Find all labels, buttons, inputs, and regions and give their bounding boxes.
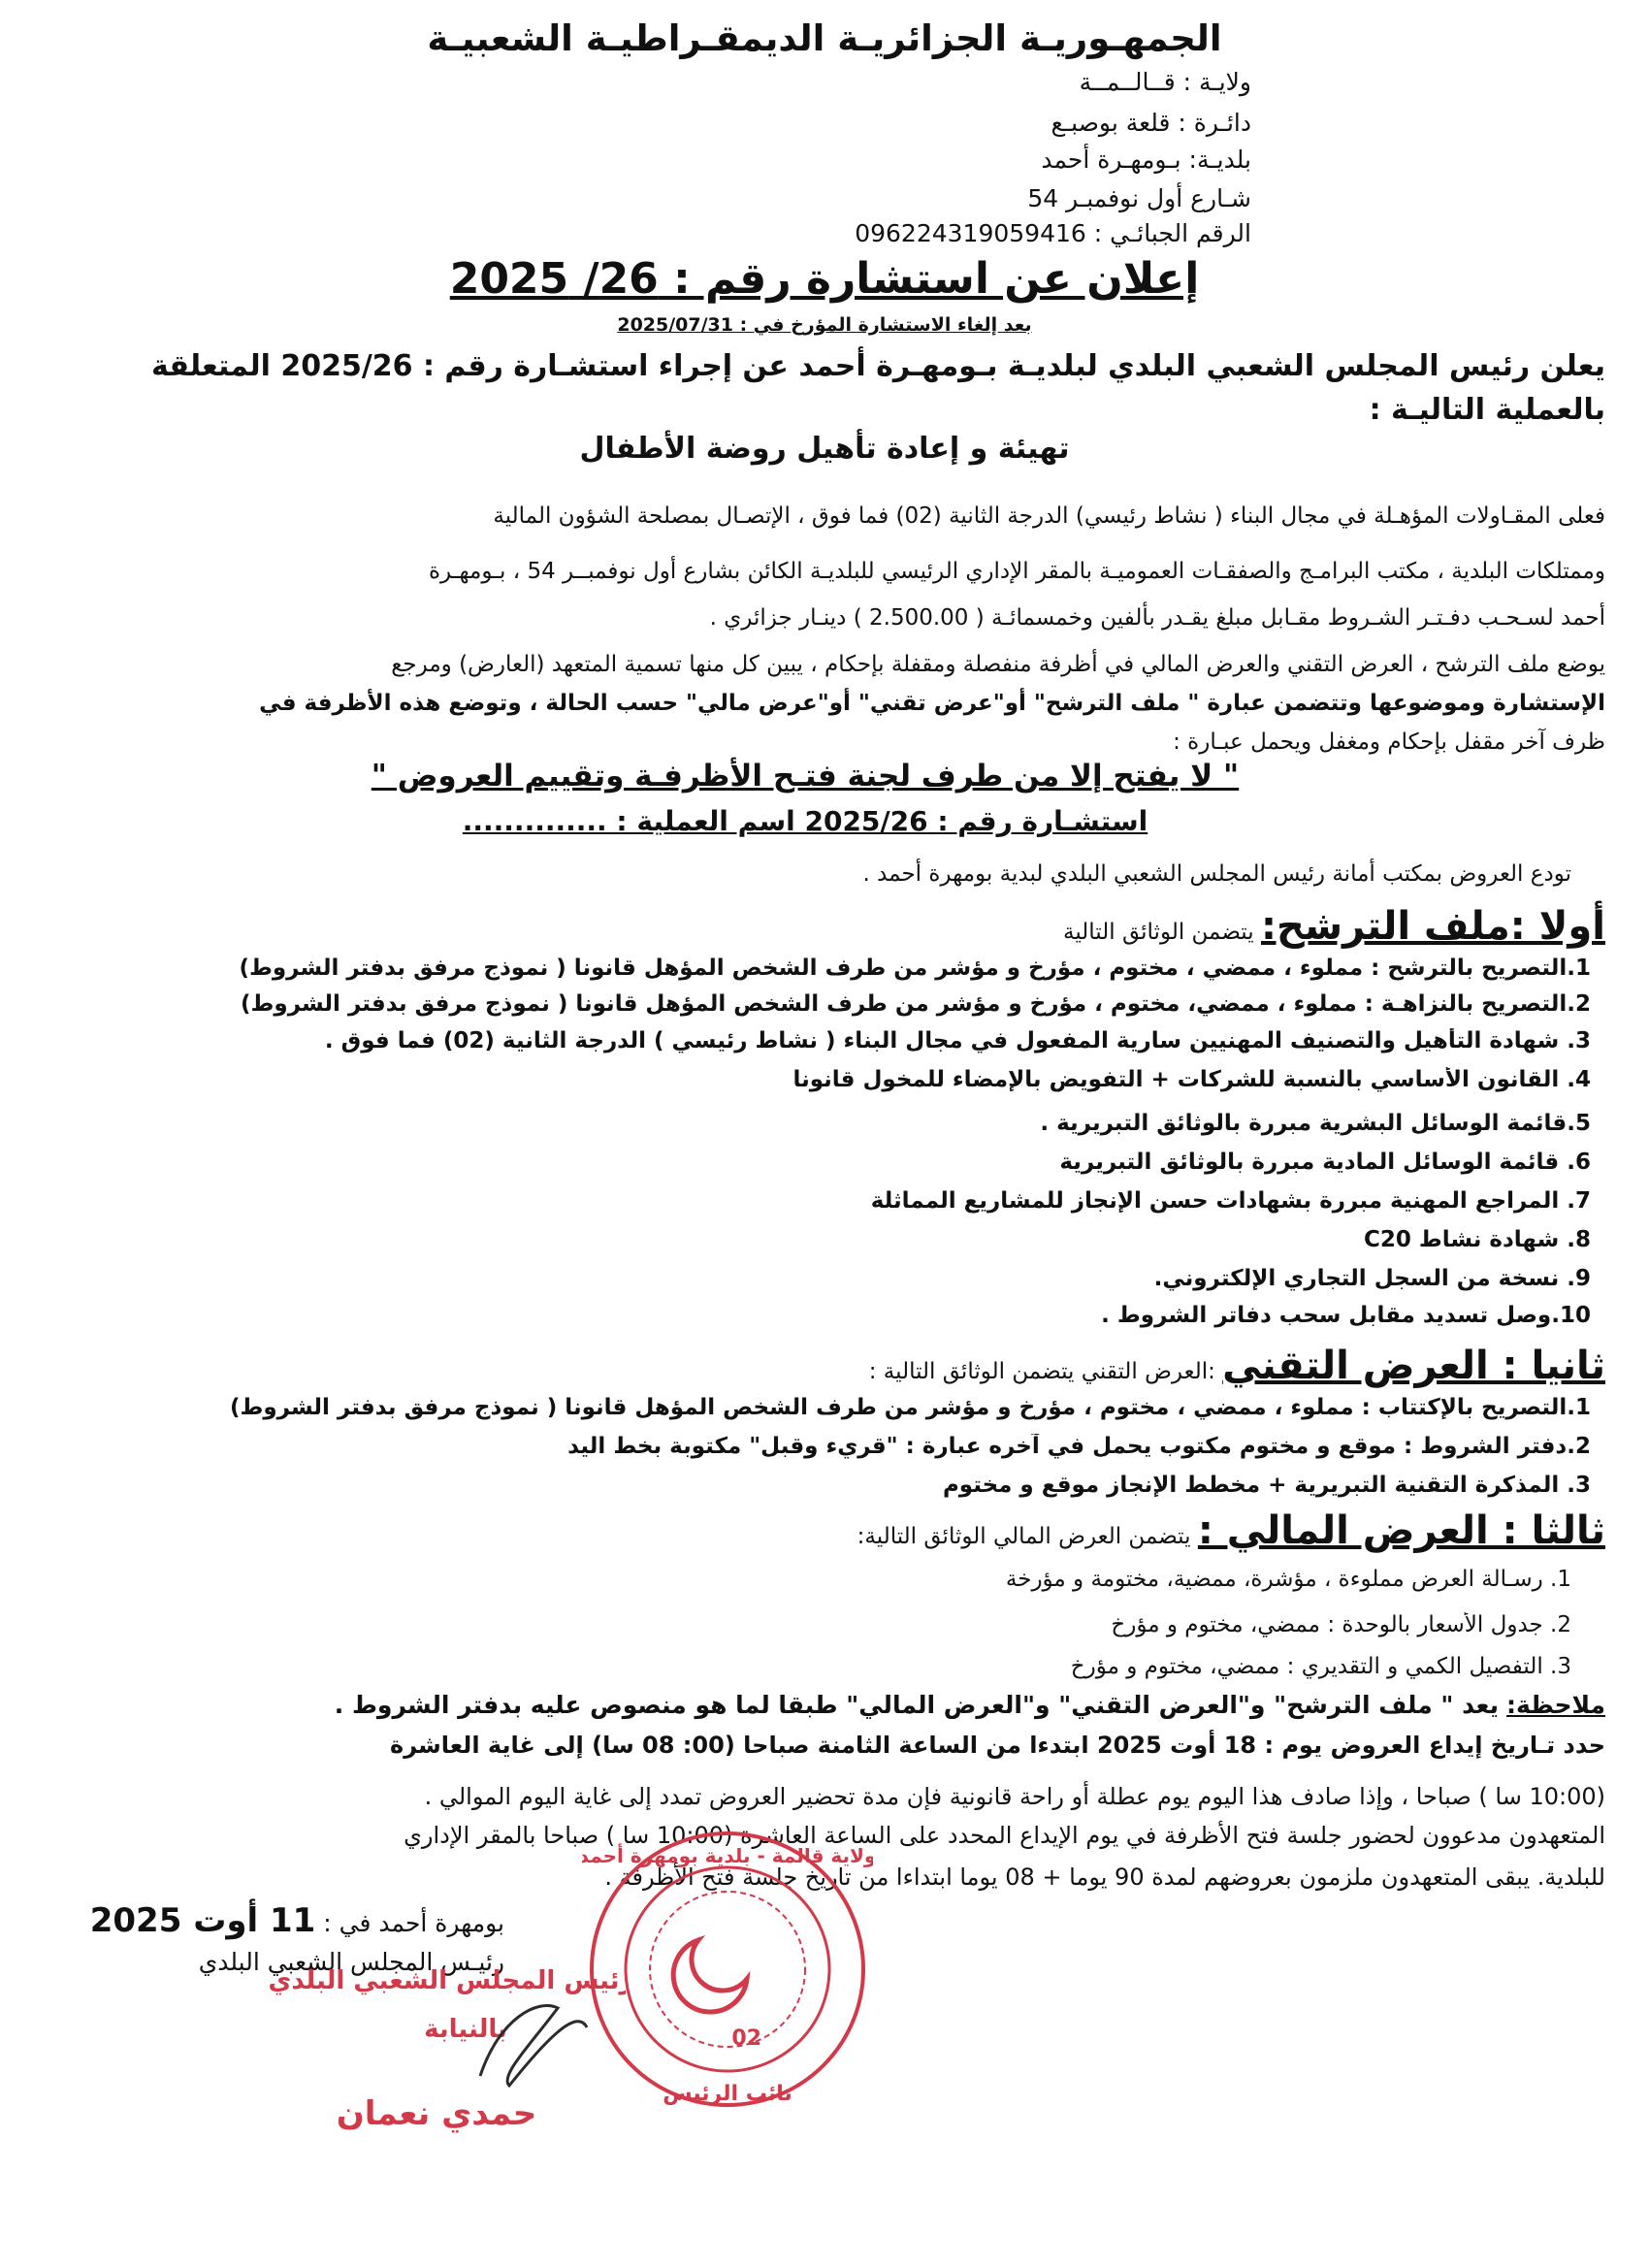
svg-text:نائب الرئيس: نائب الرئيس	[663, 2082, 792, 2106]
header-tax-number: الرقم الجبائـي : 09622431905941​6	[855, 219, 1251, 247]
svg-text:حمدي نعمان: حمدي نعمان	[336, 2094, 537, 2133]
deposit-line: تودع العروض بمكتب أمانة رئيس المجلس الشعبي البلدي لبدية بومهرة أحمد .	[862, 861, 1571, 887]
paragraph1-line2: وممتلكات البلدية ، مكتب البرامـج والصفقـات العموميـة بالمقر الإداري الرئيسي للبلديـة الكائن بشارع أول نوفمبــر 54 ، بـومهـرة	[428, 559, 1605, 584]
closing-line-1: حدد تـاريخ إيداع العروض يوم : 18 أوت 2025 ابتدءا من الساعة الثامنة صباحا (00: 08 سا) إلى غاية العاشرة	[390, 1732, 1605, 1759]
paragraph1-line3: أحمد لسـحـب دفـتـر الشـروط مقـابل مبلغ يقـدر بألفين وخمسمائـة ( 2.500.00 ) دينـار جزائري .	[709, 605, 1605, 631]
closing-line-3: المتعهدون مدعوون لحضور جلسة فتح الأظرفة في يوم الإيداع المحدد على الساعة العاشرة (10:00 سا ) صباحا بالمقر الإداري	[404, 1822, 1605, 1849]
section1-heading	[1063, 904, 1605, 949]
section3-subtitle: يتضمن العرض المالي الوثائق التالية:	[857, 1524, 1191, 1549]
handwritten-signature	[257, 1940, 626, 2163]
intro-line-2: بالعملية التاليـة :	[1369, 393, 1605, 427]
section2-title: ثانيا : العرض التقني	[1222, 1344, 1605, 1388]
paragraph1-line1: فعلى المقـاولات المؤهـلة في مجال البناء ( نشاط رئيسي) الدرجة الثانية (02) فما فوق ، الإتصـال بمصلحة الشؤون المالية	[493, 503, 1605, 529]
paragraph2-line1: يوضع ملف الترشح ، العرض التقني والعرض المالي في أظرفة منفصلة ومقفلة بإحكام ، يبين كل منها تسمية المتعهد (العارض) ومرجع	[391, 652, 1605, 677]
section1-item-8: 8. شهادة نشاط C20	[1363, 1227, 1591, 1252]
svg-text:ولاية قالمة - بلدية بومهرة أحم: ولاية قالمة - بلدية بومهرة أحمد	[582, 1844, 873, 1867]
header-street: شـارع أول نوفمبـر 54	[1027, 184, 1251, 212]
envelope-reference: استشـارة رقم : 2025/26 اسم العملية : ..............	[462, 805, 1148, 837]
header-wilaya: ولايـة : قــالــمــة	[1079, 68, 1251, 96]
signer-title: رئيـس المجلس الشعبي البلدي	[198, 1948, 504, 1976]
stamp-graphic	[582, 1824, 873, 2115]
section2-item-3: 3. المذكرة التقنية التبريرية + مخطط الإنجاز موقع و مختوم	[942, 1473, 1591, 1498]
section1-item-4: 4. القانون الأساسي بالنسبة للشركات + التفويض بالإمضاء للمخول قانونا	[792, 1067, 1591, 1092]
header-daira: دائـرة : قلعة بوصبـع	[1051, 109, 1251, 137]
section1-item-2: 2.التصريح بالنزاهـة : مملوء ، ممضي، مختوم ، مؤرخ و مؤشر من طرف الشخص المؤهل قانونا ( نموذج مرفق بدفتر الشروط)	[241, 991, 1591, 1017]
section3-item-3: 3. التفصيل الكمي و التقديري : ممضي، مختوم و مؤرخ	[1070, 1654, 1571, 1679]
section1-item-7: 7. المراجع المهنية مبررة بشهادات حسن الإنجاز للمشاريع المماثلة	[870, 1188, 1591, 1214]
note-line	[34, 1688, 1605, 1722]
svg-text:02: 02	[731, 2026, 761, 2051]
signature-graphic	[257, 1940, 626, 2163]
signature-date-value: 11 أوت 2025	[89, 1901, 316, 1940]
section1-subtitle: يتضمن الوثائق التالية	[1063, 920, 1254, 945]
closing-line-2: (10:00 سا ) صباحا ، وإذا صادف هذا اليوم يوم عطلة أو راحة قانونية فإن مدة تحضير العروض تمدد إلى غاية اليوم الموالي .	[424, 1783, 1605, 1810]
section1-item-6: 6. قائمة الوسائل المادية مبررة بالوثائق التبريرية	[1059, 1150, 1591, 1175]
signature-date-label: بومهرة أحمد في :	[323, 1909, 504, 1937]
svg-text:رئيس المجلس الشعبي البلدي: رئيس المجلس الشعبي البلدي	[268, 1966, 626, 1995]
operation-name: تهيئة و إعادة تأهيل روضة الأطفال	[579, 432, 1070, 466]
header-baladiya: بلديـة: بـومهـرة أحمد	[1041, 146, 1251, 174]
svg-text:بالنيابة: بالنيابة	[424, 2015, 507, 2044]
note-label: ملاحظة:	[1506, 1691, 1605, 1719]
official-stamp	[582, 1824, 873, 2115]
section1-item-5: 5.قائمة الوسائل البشرية مبررة بالوثائق التبريرية .	[1040, 1111, 1591, 1136]
section2-subtitle: :العرض التقني يتضمن الوثائق التالية :	[868, 1359, 1215, 1384]
section2-heading	[869, 1344, 1605, 1388]
section1-item-10: 10.وصل تسديد مقابل سحب دفاتر الشروط .	[1101, 1303, 1591, 1328]
section3-item-2: 2. جدول الأسعار بالوحدة : ممضي، مختوم و مؤرخ	[1111, 1612, 1571, 1637]
section1-title: أولا :ملف الترشح:	[1260, 904, 1605, 949]
republic-heading: الجمهـوريـة الجزائريـة الديمقـراطيـة الشعبيـة	[427, 17, 1222, 59]
section2-item-1: 1.التصريح بالإكتتاب : مملوء ، ممضي ، مختوم ، مؤرخ و مؤشر من طرف الشخص المؤهل قانونا ( نموذج مرفق بدفتر الشروط)	[229, 1395, 1591, 1420]
note-text: يعد " ملف الترشح" و"العرض التقني" و"العرض المالي" طبقا لما هو منصوص عليه بدفتر الشروط .	[334, 1691, 1500, 1719]
paragraph2-line2: الإستشارة وموضوعها وتتضمن عبارة " ملف الترشح" أو"عرض تقني" أو"عرض مالي" حسب الحالة ، وتوضع هذه الأظرفة في	[259, 691, 1605, 716]
section3-item-1: 1. رسـالة العرض مملوءة ، مؤشرة، ممضية، مختومة و مؤرخة	[1005, 1567, 1571, 1592]
section1-item-1: 1.التصريح بالترشح : مملوء ، ممضي ، مختوم ، مؤرخ و مؤشر من طرف الشخص المؤهل قانونا ( نموذج مرفق بدفتر الشروط)	[239, 956, 1591, 981]
section3-heading	[857, 1508, 1605, 1553]
notice-title: إعلان عن استشارة رقم : 26/ 2025	[449, 254, 1200, 304]
intro-line-1: يعلن رئيس المجلس الشعبي البلدي لبلديـة بـومهـرة أحمد عن إجراء استشـارة رقم : 2025/26 المتعلقة	[151, 349, 1605, 383]
envelope-quote: " لا يفتح إلا من طرف لجنة فتـح الأظرفـة وتقييم العروض "	[371, 759, 1240, 794]
section3-title: ثالثا : العرض المالي :	[1197, 1508, 1605, 1553]
paragraph2-line3: ظرف آخر مقفل بإحكام ومغفل ويحمل عبـارة :	[1173, 729, 1605, 755]
signature-date	[90, 1901, 504, 1940]
section1-item-9: 9. نسخة من السجل التجاري الإلكتروني.	[1153, 1266, 1591, 1291]
closing-line-4: للبلدية. يبقى المتعهدون ملزمون بعروضهم لمدة 90 يوما + 08 يوما ابتداءا من تاريخ جلسة فتح الأظرفة .	[604, 1863, 1605, 1891]
section2-item-2: 2.دفتر الشروط : موقع و مختوم مكتوب يحمل في آخره عبارة : "قريء وقبل" مكتوبة بخط اليد	[567, 1434, 1591, 1459]
notice-subtitle: بعد إلغاء الاستشارة المؤرخ في : 2025/07/31	[617, 314, 1032, 336]
section1-item-3: 3. شهادة التأهيل والتصنيف المهنيين سارية المفعول في مجال البناء ( نشاط رئيسي ) الدرجة الثانية (02) فما فوق .	[324, 1028, 1591, 1053]
